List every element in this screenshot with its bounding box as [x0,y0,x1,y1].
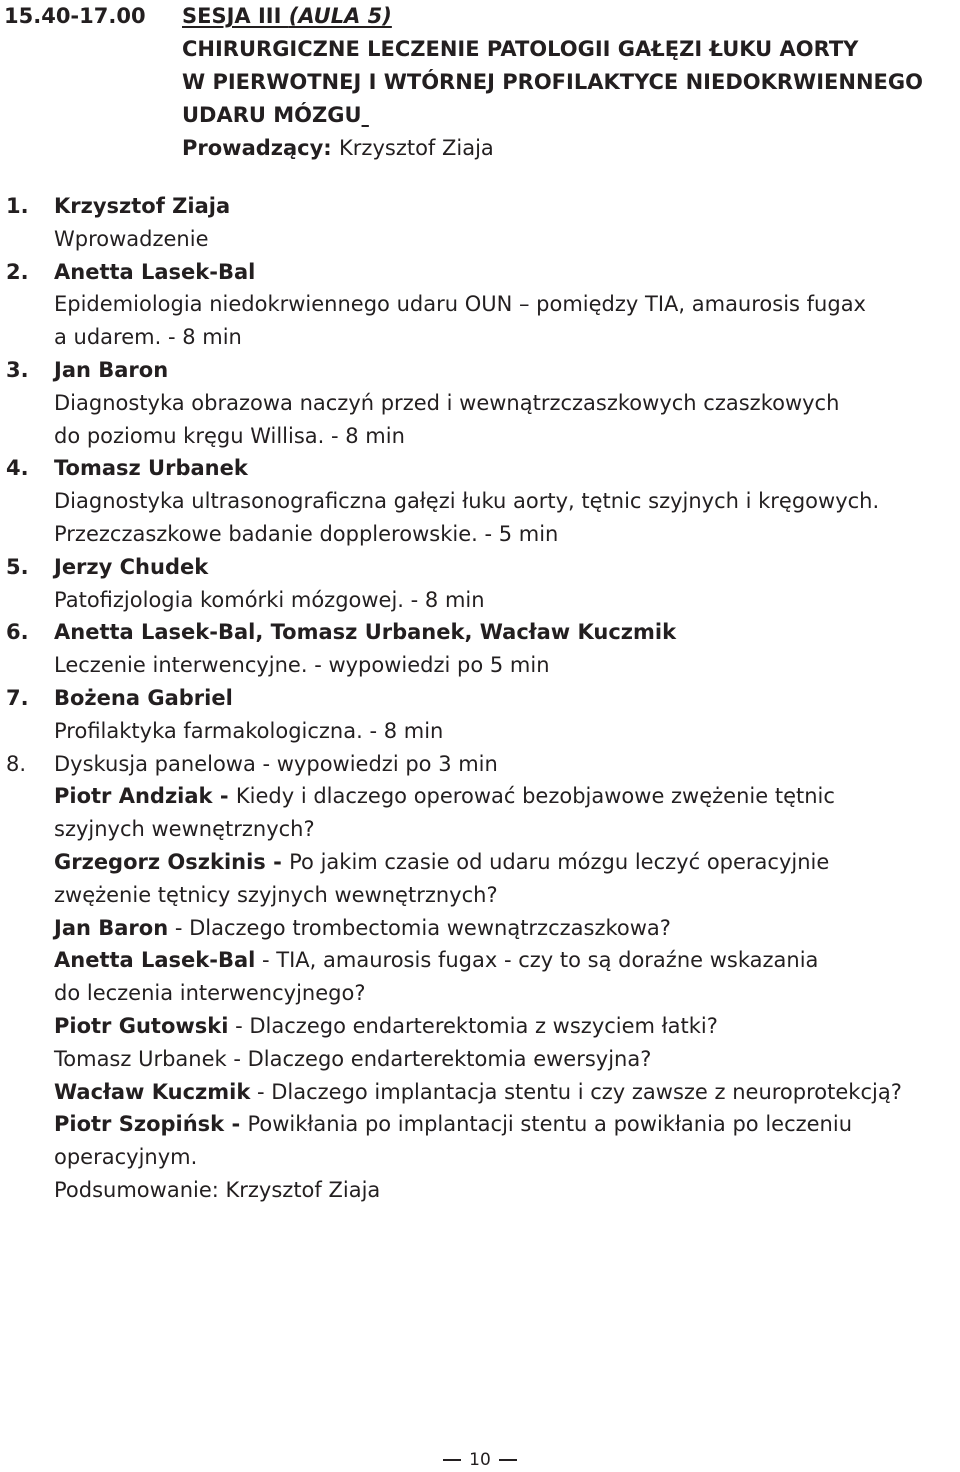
item-topic-line: Diagnostyka ultrasonograficzna gałęzi łuku aorty, tętnic szyjnych i kręgowych. [54,489,880,514]
panel-question: Tomasz Urbanek - Dlaczego endarterektomia ewersyjna? [54,1046,652,1071]
item-topic-line: Przezczaszkowe badanie dopplerowskie. - 5 min [54,521,559,546]
page-number: 10 [469,1450,491,1470]
panel-question: - Dlaczego endarterektomia z wszyciem łatki? [228,1013,718,1038]
panel-speaker: Piotr Gutowski [54,1013,229,1038]
item-number: 3. [6,357,29,382]
panel-speaker: Grzegorz Oszkinis - [54,849,290,874]
chair-name: Krzysztof Ziaja [339,136,494,160]
item-topic-line: Leczenie interwencyjne. - wypowiedzi po 5 min [54,653,550,678]
item-number: 5. [6,554,29,579]
session-chair [182,132,952,165]
panel-entry [54,912,956,945]
program-item [6,256,956,354]
item-topic-line: Patofizjologia komórki mózgowej. - 8 min [54,587,485,612]
session-label-text: SESJA III [182,4,289,28]
panel-question-cont: do leczenia interwencyjnego? [54,981,366,1006]
item-speaker: Tomasz Urbanek [54,456,248,481]
panel-question: - Dlaczego implantacja stentu i czy zawsze z neuroprotekcją? [250,1079,902,1104]
panel-question: Kiedy i dlaczego operować bezobjawowe zwężenie tętnic [235,784,835,809]
panel-discussion [6,748,956,1207]
session-block [182,0,952,165]
panel-summary: Podsumowanie: Krzysztof Ziaja [54,1177,381,1202]
item-number: 1. [6,194,29,218]
session-title-line-3-text: UDARU MÓZGU [182,103,362,127]
chair-label: Prowadzący: [182,136,340,160]
panel-entry [54,1043,956,1076]
item-speaker: Anetta Lasek-Bal, Tomasz Urbanek, Wacław Kuczmik [54,620,677,645]
panel-question: Po jakim czasie od udaru mózgu leczyć operacyjnie [289,849,830,874]
session-title-line-3 [182,99,952,132]
session-label-line [182,0,952,33]
panel-question-cont: szyjnych wewnętrznych? [54,817,315,842]
item-topic-line: Diagnostyka obrazowa naczyń przed i wewnątrzczaszkowych czaszkowych [54,390,840,415]
program-item [6,452,956,550]
item-speaker: Bożena Gabriel [54,685,233,710]
panel-speaker: Jan Baron [54,915,169,940]
item-number: 6. [6,620,29,645]
item-topic-line: Profilaktyka farmakologiczna. - 8 min [54,718,444,743]
item-number: 4. [6,456,29,481]
item-speaker: Jan Baron [54,357,169,382]
panel-question: - Dlaczego trombectomia wewnątrzczaszkowa? [168,915,671,940]
panel-question: - TIA, amaurosis fugax - czy to są doraźne wskazania [255,948,819,973]
session-label [182,4,392,28]
session-title-line-2: W PIERWOTNEJ I WTÓRNEJ PROFILAKTYCE NIEDOKRWIENNEGO [182,70,923,94]
item-topic-line: do poziomu kręgu Willisa. - 8 min [54,423,405,448]
item-number: 8. [6,751,27,776]
panel-question: Powikłania po implantacji stentu a powikłania po leczeniu [247,1112,853,1137]
panel-speaker: Wacław Kuczmik [54,1079,251,1104]
program-list [6,190,956,1207]
panel-speaker: Anetta Lasek-Bal [54,948,256,973]
item-number: 7. [6,685,29,710]
panel-question-cont: zwężenie tętnicy szyjnych wewnętrznych? [54,882,498,907]
panel-entry [54,1108,956,1141]
title-underline-tail [362,103,369,127]
panel-entry [54,1010,956,1043]
program-item [6,190,956,256]
panel-speaker: Piotr Szopińsk - [54,1112,248,1137]
program-item [6,616,956,682]
panel-entry [54,944,956,977]
panel-entry [54,846,956,879]
footer-dash-right [499,1459,517,1461]
program-item [6,682,956,748]
panel-question-cont: operacyjnym. [54,1145,198,1170]
footer-dash-left [443,1459,461,1461]
panel-speaker: Piotr Andziak - [54,784,236,809]
item-topic-line: Wprowadzenie [54,226,209,251]
panel-entry [54,780,956,813]
item-topic-line: a udarem. - 8 min [54,325,242,350]
session-room: (AULA 5) [288,4,392,28]
item-topic-line: Epidemiologia niedokrwiennego udaru OUN – pomiędzy TIA, amaurosis fugax [54,292,866,317]
session-time: 15.40-17.00 [4,4,146,28]
program-item [6,354,956,452]
item-number: 2. [6,259,29,284]
page-footer [0,1448,960,1472]
program-item [6,551,956,617]
panel-intro: Dyskusja panelowa - wypowiedzi po 3 min [54,751,498,776]
session-title-line-1: CHIRURGICZNE LECZENIE PATOLOGII GAŁĘZI ŁUKU AORTY [182,37,859,61]
panel-entry [54,1076,956,1109]
item-speaker: Krzysztof Ziaja [54,194,231,218]
item-speaker: Anetta Lasek-Bal [54,259,256,284]
item-speaker: Jerzy Chudek [54,554,209,579]
